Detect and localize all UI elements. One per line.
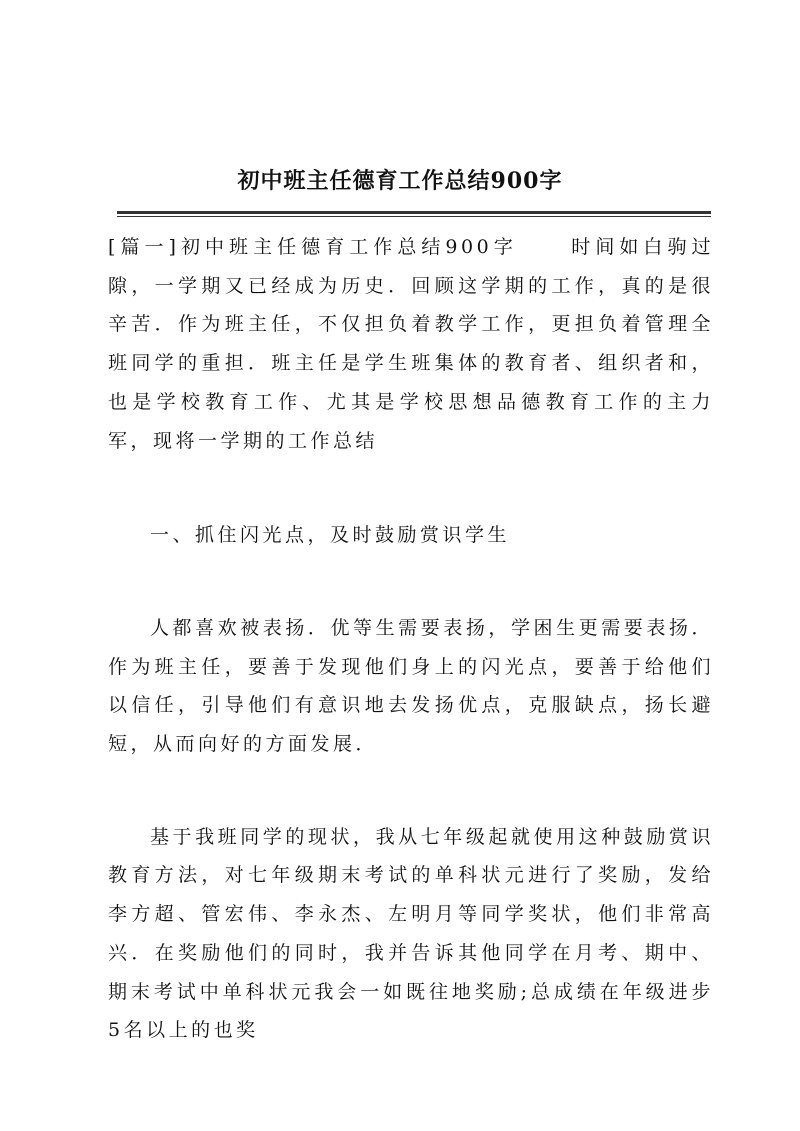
section-heading: 一、抓住闪光点，及时鼓励赏识学生	[150, 524, 511, 547]
paragraph-praise: 人都喜欢被表扬．优等生需要表扬，学困生更需要表扬．作为班主任，要善于发现他们身上的闪光点，要善于给他们以信任，引导他们有意识地去发扬优点，克服缺点，扬长避短，从而向好的方面发展．	[108, 616, 714, 756]
paragraph-intro-text: 时间如白驹过隙，一学期又已经成为历史．回顾这学期的工作，真的是很辛苦．作为班主任，不仅担负着教学工作，更担负着管理全班同学的重担．班主任是学生班集体的教育者、组织者和，也是学校教育工作、尤其是学校思想品德教育工作的主力军，现将一学期的工作总结	[108, 236, 714, 452]
document-title: 初中班主任德育工作总结900字	[237, 168, 563, 194]
paragraph-lead: [篇一]初中班主任德育工作总结900字	[108, 236, 518, 258]
paragraph-intro	[108, 228, 714, 460]
document-body	[108, 228, 714, 1050]
paragraph-practice: 基于我班同学的现状，我从七年级起就使用这种鼓励赏识教育方法，对七年级期末考试的单科状元进行了奖励，发给李方超、管宏伟、李永杰、左明月等同学奖状，他们非常高兴．在奖励他们的同时，我并告诉其他同学在月考、期中、期末考试中单科状元我会一如既往地奖励;总成绩在年级进步5名以上的也奖	[108, 825, 714, 1042]
title-divider	[117, 211, 711, 217]
